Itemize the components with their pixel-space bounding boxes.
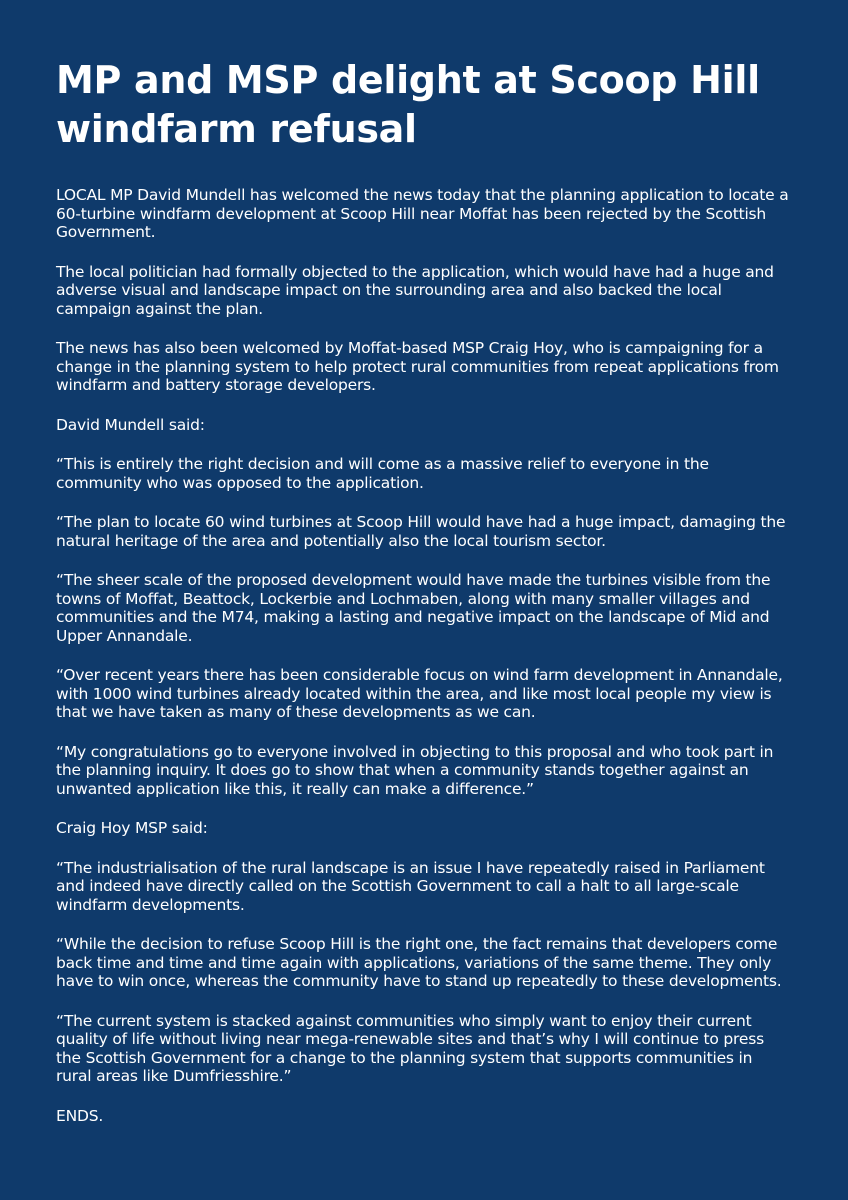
paragraph-intro: LOCAL MP David Mundell has welcomed the news today that the planning application to locate a 60-turbine windfarm development at Scoop Hill near Moffat has been rejected by the Scottish Government.: [56, 186, 789, 241]
paragraph-quote-recent-years: “Over recent years there has been considerable focus on wind farm development in Annandale, with 1000 wind turbines already located within the area, and like most local people my view is that we have taken as many of these developments as we can.: [56, 666, 783, 721]
paragraph-quote-sheer-scale: “The sheer scale of the proposed development would have made the turbines visible from the towns of Moffat, Beattock, Lockerbie and Lochmaben, along with many smaller villages and communities and the M74, making a lasting and negative impact on the landscape of Mid and Upper Annandale.: [56, 571, 771, 645]
paragraph-quote-right-decision: “This is entirely the right decision and will come as a massive relief to everyone in the community who was opposed to the application.: [56, 455, 709, 492]
paragraph-objection: The local politician had formally objected to the application, which would have had a huge and adverse visual and landscape impact on the surrounding area and also backed the local campaign against the plan.: [56, 262, 774, 318]
paragraph-quote-current-system: “The current system is stacked against communities who simply want to enjoy their current quality of life without living near mega-renewable sites and that’s why I will continue to press the Scottish Government for a change to the planning system that supports communities in rural areas like Dumfriesshire.”: [56, 1011, 764, 1085]
paragraph-quote-huge-impact: “The plan to locate 60 wind turbines at Scoop Hill would have had a huge impact, damaging the natural heritage of the area and potentially also the local tourism sector.: [56, 513, 786, 550]
paragraph-mundell-said: David Mundell said:: [56, 415, 205, 434]
paragraph-hoy-said: Craig Hoy MSP said:: [56, 819, 208, 837]
paragraph-quote-congratulations: “My congratulations go to everyone involved in objecting to this proposal and who took part in the planning inquiry. It does go to show that when a community stands together against an unwanted application like this, it really can make a difference.”: [56, 742, 774, 798]
paragraph-quote-industrialisation: “The industrialisation of the rural landscape is an issue I have repeatedly raised in Parliament and indeed have directly called on the Scottish Government to call a halt to all large-scale windfarm developments.: [56, 858, 765, 914]
paragraph-quote-decision-refuse: “While the decision to refuse Scoop Hill is the right one, the fact remains that developers come back time and time and time again with applications, variations of the same theme. They only have to win once, whereas the community have to stand up repeatedly to these developments.: [56, 935, 782, 990]
paragraph-ends: ENDS.: [56, 1106, 104, 1125]
headline: MP and MSP delight at Scoop Hill windfarm refusal: [56, 58, 760, 151]
paragraph-msp-welcome: The news has also been welcomed by Moffat-based MSP Craig Hoy, who is campaigning for a change in the planning system to help protect rural communities from repeat applications from windfarm and battery storage developers.: [56, 339, 779, 394]
article-body: [56, 186, 792, 1125]
